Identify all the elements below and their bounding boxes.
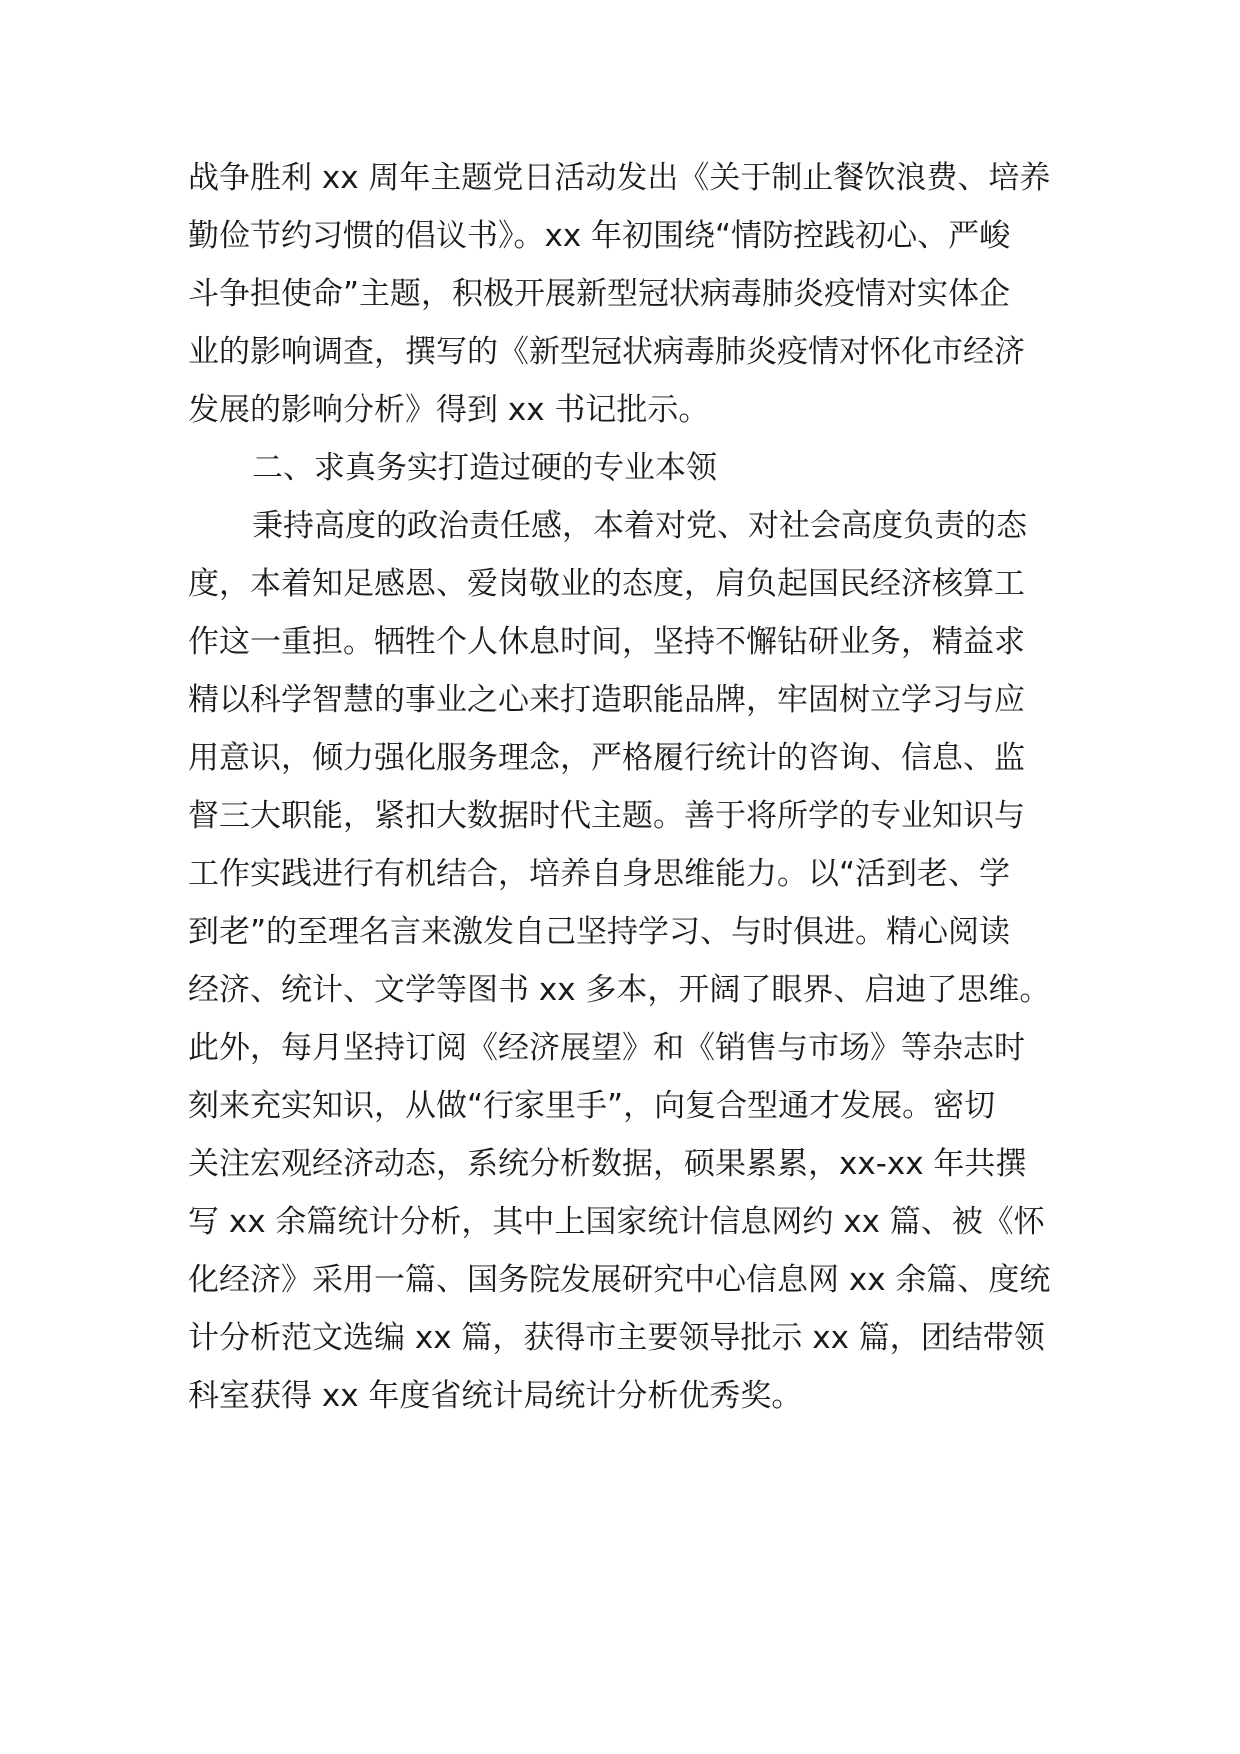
text-line: 科室获得 xx 年度省统计局统计分析优秀奖。 [188,1378,803,1414]
text-line: 发展的影响分析》得到 xx 书记批示。 [188,392,710,428]
text-line: 作这一重担。牺牲个人休息时间，坚持不懈钻研业务，精益求 [188,624,1025,660]
text-line: 写 xx 余篇统计分析，其中上国家统计信息网约 xx 篇、被《怀 [188,1204,1045,1240]
text-line: 业的影响调查，撰写的《新型冠状病毒肺炎疫情对怀化市经济 [188,334,1025,370]
text-line: 关注宏观经济动态，系统分析数据，硕果累累，xx-xx 年共撰 [188,1146,1027,1182]
text-line: 经济、统计、文学等图书 xx 多本，开阔了眼界、启迪了思维。 [188,972,1051,1008]
text-line: 刻来充实知识，从做“行家里手”，向复合型通才发展。密切 [188,1088,996,1124]
text-line: 度，本着知足感恩、爱岗敬业的态度，肩负起国民经济核算工 [188,566,1025,602]
text-line: 精以科学智慧的事业之心来打造职能品牌，牢固树立学习与应 [188,682,1025,718]
text-line: 战争胜利 xx 周年主题党日活动发出《关于制止餐饮浪费、培养 [188,160,1051,196]
text-line: 化经济》采用一篇、国务院发展研究中心信息网 xx 余篇、度统 [188,1262,1051,1298]
text-line: 督三大职能，紧扣大数据时代主题。善于将所学的专业知识与 [188,798,1025,834]
text-line: 用意识，倾力强化服务理念，严格履行统计的咨询、信息、监 [188,740,1025,776]
text-line: 勤俭节约习惯的倡议书》。xx 年初围绕“情防控践初心、严峻 [188,218,1011,254]
text-line: 计分析范文选编 xx 篇，获得市主要领导批示 xx 篇，团结带领 [188,1320,1045,1356]
paragraph-first-line: 秉持高度的政治责任感，本着对党、对社会高度负责的态 [252,508,1027,544]
text-line: 到老”的至理名言来激发自己坚持学习、与时俱进。精心阅读 [188,914,1011,950]
text-line: 工作实践进行有机结合，培养自身思维能力。以“活到老、学 [188,856,1011,892]
section-heading: 二、求真务实打造过硬的专业本领 [252,450,717,486]
text-line: 斗争担使命”主题，积极开展新型冠状病毒肺炎疫情对实体企 [188,276,1011,312]
text-line: 此外，每月坚持订阅《经济展望》和《销售与市场》等杂志时 [188,1030,1025,1066]
